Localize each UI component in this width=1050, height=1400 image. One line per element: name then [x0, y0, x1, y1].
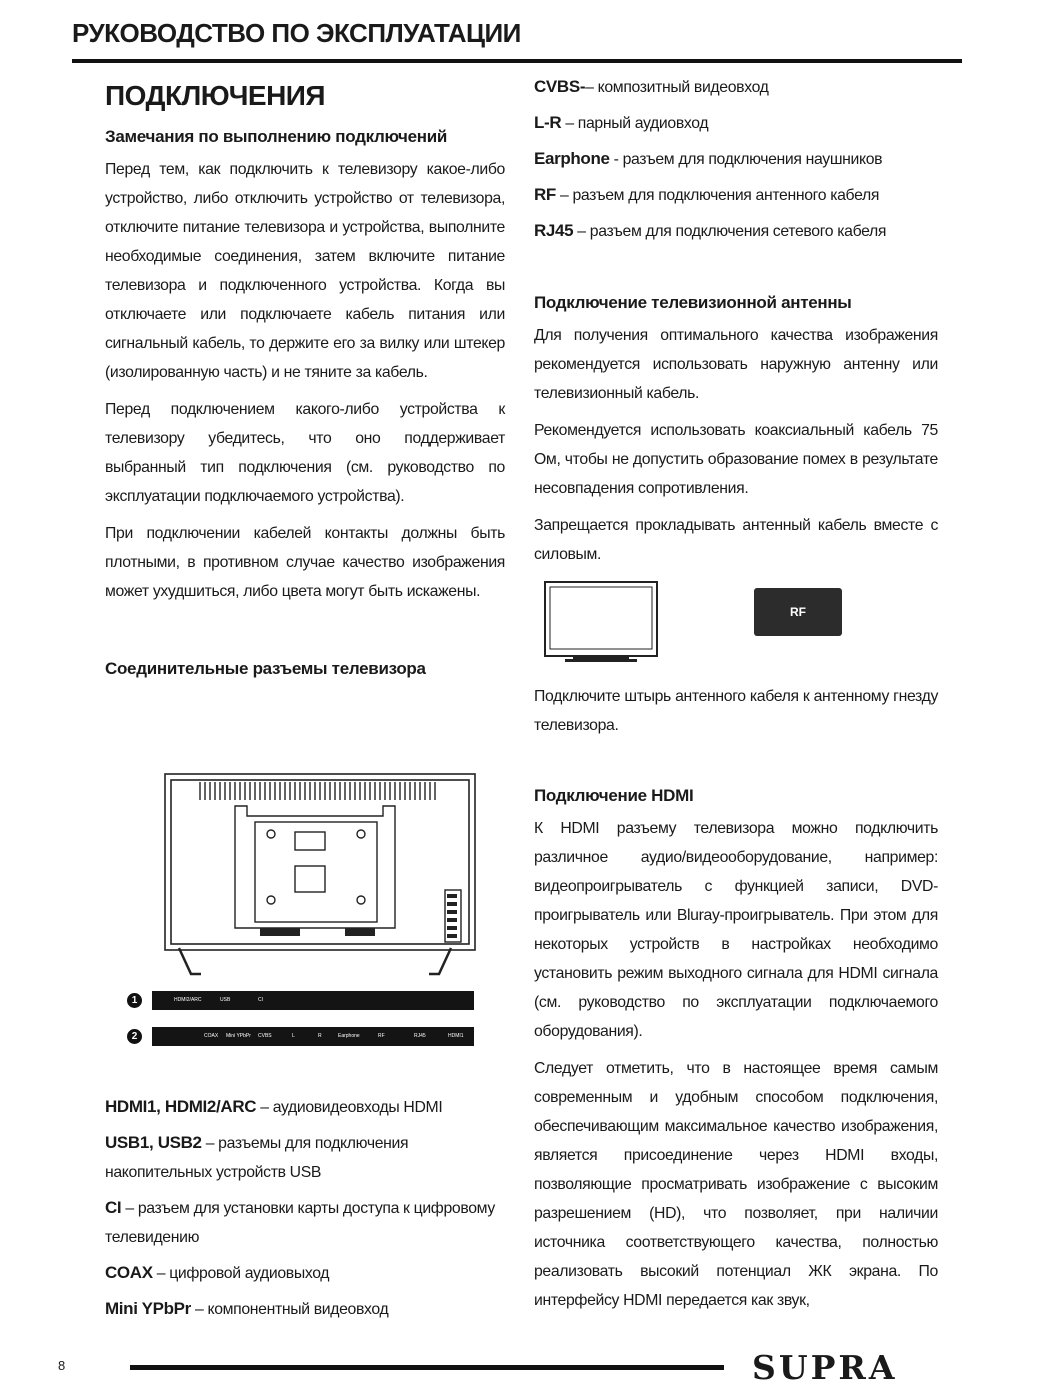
- strip-label: L: [292, 1033, 295, 1039]
- connector-group-marker-1: 1: [127, 993, 142, 1008]
- def-term: CI: [105, 1198, 122, 1217]
- def-coax: [105, 1258, 510, 1288]
- def-desc: – разъем для подключения сетевого кабеля: [573, 223, 887, 240]
- strip-label: R: [318, 1033, 322, 1039]
- def-desc: – композитный видеовход: [585, 79, 769, 96]
- page-header-title: РУКОВОДСТВО ПО ЭКСПЛУАТАЦИИ: [72, 18, 521, 48]
- antenna-paragraph-2: Рекомендуется использовать коаксиальный кабель 75 Ом, чтобы не допустить образование помех в результате несовпадения сопротивления.: [534, 422, 938, 497]
- def-earphone: [534, 144, 938, 174]
- hdmi-section: [534, 781, 938, 1323]
- def-usb: [105, 1128, 510, 1187]
- antenna-paragraph-4: Подключите штырь антенного кабеля к антенному гнезду телевизора.: [534, 688, 938, 734]
- def-desc: – парный аудиовход: [561, 115, 709, 132]
- def-term: RJ45: [534, 221, 574, 240]
- def-term: Mini YPbPr: [105, 1299, 191, 1318]
- connector-strip-1: [152, 991, 474, 1010]
- hdmi-subheading: Подключение HDMI: [534, 786, 694, 805]
- def-term: RF: [534, 185, 556, 204]
- def-ci: [105, 1193, 510, 1252]
- strip-label: RJ45: [414, 1033, 426, 1039]
- left-column: [105, 72, 505, 687]
- strip-label: COAX: [204, 1033, 219, 1039]
- def-desc: – компонентный видеовход: [190, 1301, 389, 1318]
- strip-label: HDMI1: [448, 1033, 464, 1039]
- strip-label: RF: [378, 1033, 385, 1039]
- left-connector-definitions: [105, 1092, 510, 1330]
- notes-paragraph-2: Перед подключением какого-либо устройства к телевизору убедитесь, что оно поддерживает выбранный тип подключения (см. руководство по эксплуатации подключаемого устройства).: [105, 401, 505, 505]
- strip-label: USB: [220, 997, 231, 1003]
- strip-label: CI: [258, 997, 263, 1003]
- antenna-paragraph-1: Для получения оптимального качества изображения рекомендуется использовать наружную антенну или телевизионный кабель.: [534, 327, 938, 402]
- tv-front-illustration: [543, 580, 663, 666]
- strip-label: HDMI2/ARC: [174, 997, 202, 1003]
- def-lr: [534, 108, 938, 138]
- def-rj45: [534, 216, 938, 246]
- section-heading: ПОДКЛЮЧЕНИЯ: [105, 80, 326, 111]
- hdmi-paragraph-2: Следует отметить, что в настоящее время самым современным и удобным способом подключения, обеспечивающим максимальное качество изображения, является присоединение через HDMI входы, позволяющие просматривать изображение с высоким разрешением (HD), что позволяет, при наличии источника соответствующего качества, полностью реализовать высокий потенциал ЖК экрана. По интерфейсу HDMI передается как звук,: [534, 1060, 938, 1309]
- strip-label: Earphone: [338, 1033, 360, 1039]
- supra-logo: SUPRA: [752, 1348, 898, 1387]
- def-term: Earphone: [534, 149, 610, 168]
- def-desc: – цифровой аудиовыход: [152, 1265, 330, 1282]
- antenna-subheading: Подключение телевизионной антенны: [534, 293, 852, 312]
- def-term: HDMI1, HDMI2/ARC: [105, 1097, 257, 1116]
- def-cvbs: [534, 72, 938, 102]
- def-term: CVBS-: [534, 77, 586, 96]
- def-desc: – разъемы для подключения накопительных устройств USB: [105, 1135, 409, 1181]
- hdmi-paragraph-1: К HDMI разъему телевизора можно подключить различное аудио/видеооборудование, например: видеопроигрыватель с функцией записи, DVD-проигрыватель или Bluray-проигрыватель. При этом для некоторых устройств в настройках необходимо установить режим выходного сигнала для HDMI сигнала (см. руководство по эксплуатации подключаемого оборудования).: [534, 820, 938, 1040]
- notes-paragraph-1: Перед тем, как подключить к телевизору какое-либо устройство, либо отключить устройство от телевизора, отключите питание телевизора и устройства, выполните необходимые соединения, затем включите питание телевизора и подключенного устройства. Когда вы отключаете или подключаете кабель питания или сигнальный кабель, то держите его за вилку или штекер (изолированную часть) и не тяните за кабель.: [105, 161, 505, 381]
- tv-rear-panel-illustration: [155, 770, 485, 1020]
- def-desc: – аудиовидеовходы HDMI: [256, 1099, 443, 1116]
- antenna-paragraph-3: Запрещается прокладывать антенный кабель вместе с силовым.: [534, 517, 938, 563]
- strip-label: Mini YPbPr: [226, 1033, 251, 1039]
- connectors-subheading: Соединительные разъемы телевизора: [105, 659, 426, 678]
- notes-subheading: Замечания по выполнению подключений: [105, 127, 448, 146]
- connector-group-marker-2: 2: [127, 1029, 142, 1044]
- def-hdmi: [105, 1092, 510, 1122]
- header-rule: [72, 59, 962, 63]
- def-desc: - разъем для подключения наушников: [609, 151, 883, 168]
- antenna-instruction: [534, 682, 938, 748]
- def-term: L-R: [534, 113, 562, 132]
- right-column: [534, 72, 938, 577]
- rf-connector-box: RF: [754, 588, 842, 636]
- notes-paragraph-3: При подключении кабелей контакты должны быть плотными, в противном случае качество изображения может ухудшиться, либо цвета могут быть искажены.: [105, 525, 505, 600]
- connector-strip-2: [152, 1027, 474, 1046]
- page-number: 8: [58, 1358, 66, 1373]
- def-rf: [534, 180, 938, 210]
- def-desc: – разъем для подключения антенного кабеля: [555, 187, 880, 204]
- def-desc: – разъем для установки карты доступа к цифровому телевидению: [105, 1200, 495, 1246]
- def-term: COAX: [105, 1263, 153, 1282]
- def-term: USB1, USB2: [105, 1133, 202, 1152]
- strip-label: CVBS: [258, 1033, 272, 1039]
- footer-rule: [130, 1365, 724, 1370]
- def-mini-ypbpr: [105, 1294, 510, 1324]
